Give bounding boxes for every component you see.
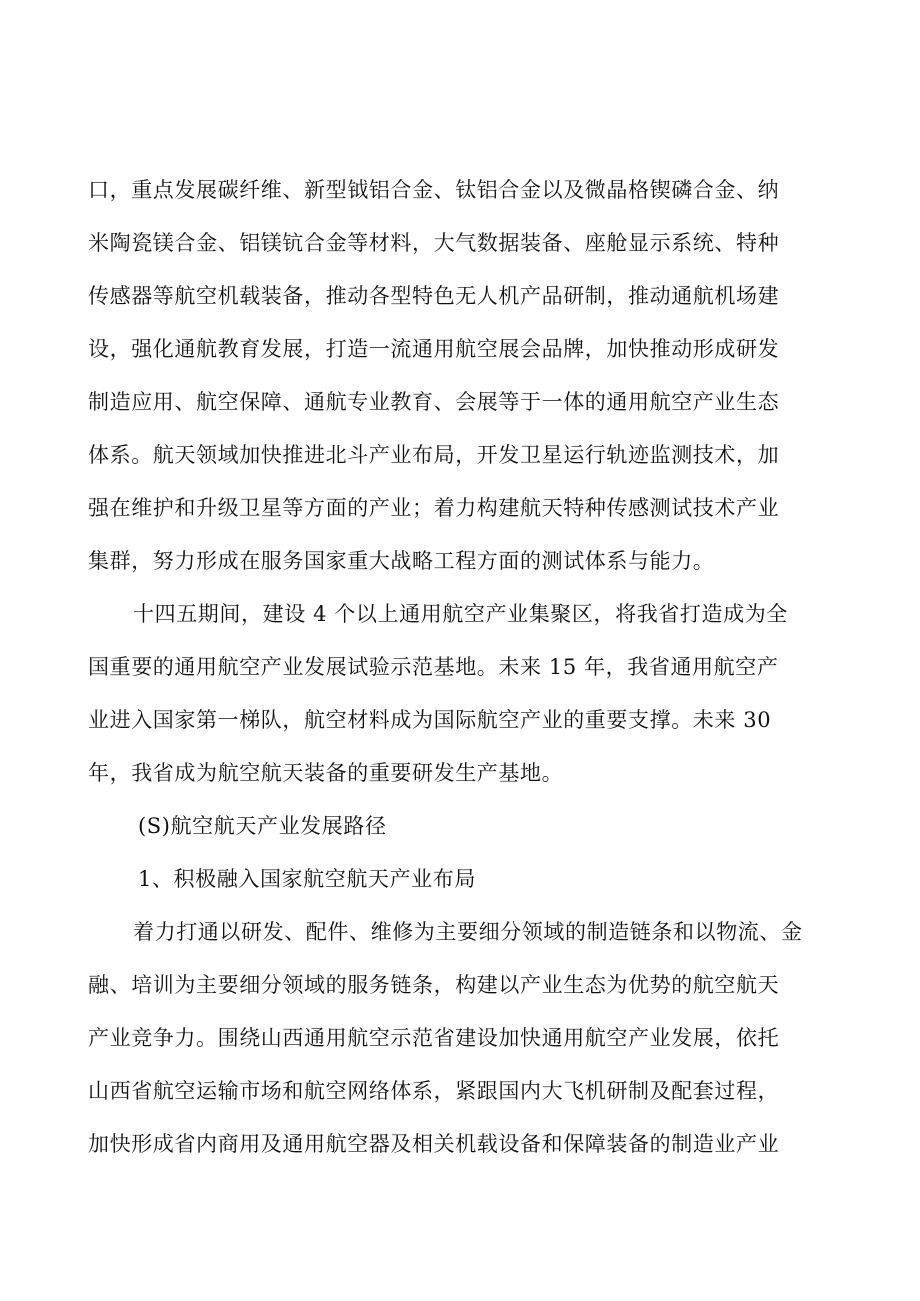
paragraph-3-line-1: 着力打通以研发、配件、维修为主要细分领域的制造链条和以物流、金 [133, 920, 803, 944]
paragraph-1-line-2: 米陶瓷镁合金、铝镁钪合金等材料，大气数据装备、座舱显示系统、特种 [88, 231, 780, 255]
paragraph-2-line-3: 业进入国家第一梯队，航空材料成为国际航空产业的重要支撑。未来 30 [88, 708, 772, 732]
paragraph-2-line-2: 国重要的通用航空产业发展试验示范基地。未来 15 年，我省通用航空产 [88, 655, 779, 679]
paragraph-1-line-3: 传感器等航空机载装备，推动各型特色无人机产品研制，推动通航机场建 [88, 284, 780, 308]
paragraph-1-line-1: 口，重点发展碳纤维、新型钺铝合金、钛铝合金以及微晶格锲磷合金、纳 [88, 178, 780, 202]
paragraph-1-line-5: 制造应用、航空保障、通航专业教育、会展等于一体的通用航空产业生态 [88, 390, 780, 414]
paragraph-3-line-4: 山西省航空运输市场和航空网络体系，紧跟国内大飞机研制及配套过程， [88, 1079, 780, 1103]
paragraph-2-line-1: 十四五期间，建设 4 个以上通用航空产业集聚区，将我省打造成为全 [133, 602, 788, 626]
paragraph-2-line-4: 年，我省成为航空航天装备的重要研发生产基地。 [88, 761, 564, 785]
paragraph-3-line-5: 加快形成省内商用及通用航空器及相关机载设备和保障装备的制造业产业 [88, 1132, 780, 1156]
paragraph-1-line-7: 强在维护和升级卫星等方面的产业；着力构建航天特种传感测试技术产业 [88, 496, 780, 520]
paragraph-1-line-8: 集群，努力形成在服务国家重大战略工程方面的测试体系与能力。 [88, 549, 715, 573]
paragraph-1-line-6: 体系。航天领域加快推进北斗产业布局，开发卫星运行轨迹监测技术，加 [88, 443, 780, 467]
paragraph-3-line-2: 融、培训为主要细分领域的服务链条，构建以产业生态为优势的航空航天 [88, 973, 780, 997]
section-heading: (S)航空航天产业发展路径 [138, 814, 387, 838]
paragraph-3-line-3: 产业竞争力。围绕山西通用航空示范省建设加快通用航空产业发展，依托 [88, 1026, 780, 1050]
subsection-heading: 1、积极融入国家航空航天产业布局 [138, 867, 476, 891]
paragraph-1-line-4: 设，强化通航教育发展，打造一流通用航空展会品牌，加快推动形成研发 [88, 337, 780, 361]
